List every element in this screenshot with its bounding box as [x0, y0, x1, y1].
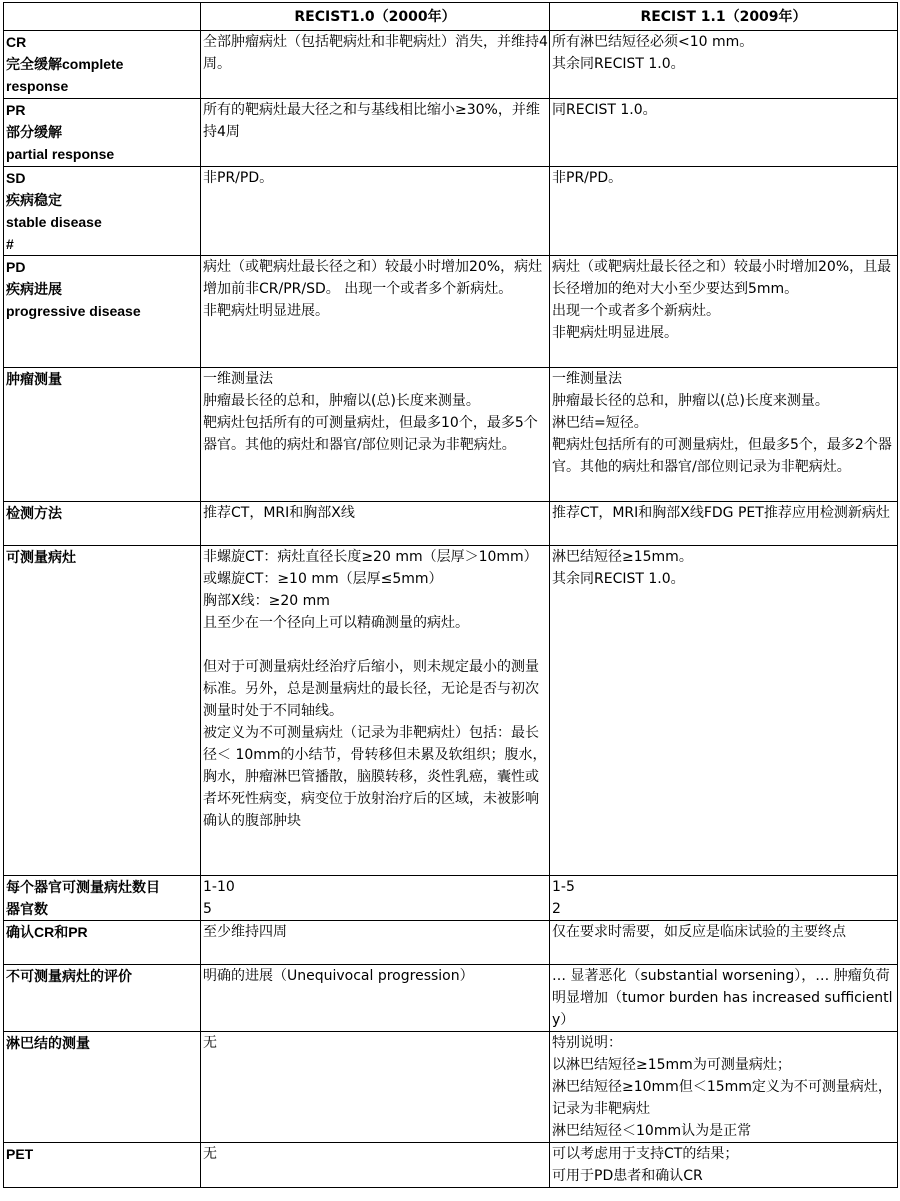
- recist-1-0-cell: [201, 99, 550, 167]
- recist-1-1-cell: [550, 256, 898, 368]
- header-blank-cell: [4, 3, 201, 31]
- table-row: [4, 502, 898, 546]
- cell-text-line: stable disease: [6, 214, 102, 230]
- table-row: [4, 256, 898, 368]
- cell-text-line: response: [6, 78, 69, 94]
- table-row: [4, 31, 898, 99]
- cell-text-line: 可测量病灶: [6, 549, 76, 565]
- row-label-cell: [4, 368, 201, 502]
- cell-text-line: 但对于可测量病灶经治疗后缩小，则未规定最小的测量标准。另外，总是测量病灶的最长径，无论是否与初次测量时处于不同轴线。: [203, 659, 539, 719]
- header-row: [4, 3, 898, 31]
- row-label-cell: [4, 99, 201, 167]
- table-row: [4, 546, 898, 876]
- cell-text-line: 部分缓解: [6, 124, 62, 140]
- cell-text-line: 疾病进展: [6, 281, 62, 297]
- cell-text-line: 非PR/PD。: [203, 170, 274, 186]
- recist-1-1-cell: [550, 167, 898, 256]
- row-label-cell: [4, 546, 201, 876]
- table-body: [4, 31, 898, 1188]
- recist-1-1-cell: [550, 502, 898, 546]
- recist-1-1-cell: [550, 99, 898, 167]
- cell-text-line: 可以考虑用于支持CT的结果；: [552, 1146, 739, 1162]
- cell-text-line: PD: [6, 259, 26, 275]
- cell-text-line: 全部肿瘤病灶（包括靶病灶和非靶病灶）消失，并维持4周。: [203, 34, 548, 72]
- cell-text-line: [203, 634, 548, 656]
- cell-text-line: 淋巴结短径≥15mm。: [552, 549, 693, 565]
- cell-text-line: 非靶病灶明显进展。: [203, 303, 329, 319]
- cell-text-line: 肿瘤最长径的总和，肿瘤以(总)长度来测量。: [203, 393, 480, 409]
- cell-text-line: CR: [6, 34, 27, 50]
- cell-text-line: 无: [203, 1035, 217, 1051]
- recist-1-0-cell: [201, 1143, 550, 1188]
- cell-text-line: progressive disease: [6, 303, 141, 319]
- row-label-cell: [4, 502, 201, 546]
- cell-text-line: 疾病稳定: [6, 192, 62, 208]
- cell-text-line: 靶病灶包括所有的可测量病灶，但最多10个，最多5个器官。其他的病灶和器官/部位则记录为非靶病灶。: [203, 415, 538, 453]
- cell-text-line: 淋巴结短径＜10mm认为是正常: [552, 1123, 752, 1139]
- table-row: [4, 1032, 898, 1143]
- header-recist-1-0: RECIST1.0（2000年）: [201, 3, 550, 31]
- recist-1-1-cell: [550, 876, 898, 921]
- cell-text-line: 明确的进展（Unequivocal progression）: [203, 968, 474, 984]
- recist-1-0-cell: [201, 167, 550, 256]
- header-recist-1-1: RECIST 1.1（2009年）: [550, 3, 898, 31]
- row-label-cell: [4, 31, 201, 99]
- cell-text-line: 所有的靶病灶最大径之和与基线相比缩小≥30%，并维持4周: [203, 102, 540, 140]
- row-label-cell: [4, 167, 201, 256]
- cell-text-line: 非PR/PD。: [552, 170, 623, 186]
- cell-text-line: 非靶病灶明显进展。: [552, 325, 678, 341]
- cell-text-line: 特别说明：: [552, 1035, 622, 1051]
- row-label-cell: [4, 921, 201, 965]
- cell-text-line: 每个器官可测量病灶数目: [6, 879, 160, 895]
- cell-text-line: 1-10: [203, 879, 235, 895]
- table-row: [4, 921, 898, 965]
- recist-1-0-cell: [201, 921, 550, 965]
- row-label-cell: [4, 1032, 201, 1143]
- cell-text-line: 推荐CT，MRI和胸部X线: [203, 505, 355, 521]
- table-row: [4, 167, 898, 256]
- table-row: [4, 368, 898, 502]
- cell-text-line: 淋巴结短径≥10mm但＜15mm定义为不可测量病灶，记录为非靶病灶: [552, 1079, 892, 1117]
- recist-1-1-cell: [550, 1032, 898, 1143]
- cell-text-line: 5: [203, 901, 212, 917]
- cell-text-line: 2: [552, 901, 561, 917]
- table-row: [4, 1143, 898, 1188]
- cell-text-line: 靶病灶包括所有的可测量病灶，但最多5个，最多2个器官。其他的病灶和器官/部位则记录为非靶病灶。: [552, 437, 892, 475]
- cell-text-line: partial response: [6, 146, 115, 162]
- cell-text-line: #: [6, 236, 14, 252]
- recist-comparison-table: [3, 2, 898, 1188]
- cell-text-line: 器官数: [6, 901, 48, 917]
- cell-text-line: 非螺旋CT：病灶直径长度≥20 mm（层厚＞10mm）: [203, 549, 538, 565]
- cell-text-line: 1-5: [552, 879, 575, 895]
- row-label-cell: [4, 1143, 201, 1188]
- table-row: [4, 965, 898, 1032]
- row-label-cell: [4, 876, 201, 921]
- cell-text-line: 可用于PD患者和确认CR: [552, 1168, 703, 1184]
- cell-text-line: 病灶（或靶病灶最长径之和）较最小时增加20%，病灶增加前非CR/PR/SD。 出现一个或者多个新病灶。: [203, 259, 543, 297]
- cell-text-line: 其余同RECIST 1.0。: [552, 56, 685, 72]
- cell-text-line: 一维测量法: [552, 371, 622, 387]
- recist-1-1-cell: [550, 965, 898, 1032]
- recist-1-0-cell: [201, 502, 550, 546]
- cell-text-line: 同RECIST 1.0。: [552, 102, 657, 118]
- recist-1-1-cell: [550, 1143, 898, 1188]
- cell-text-line: 肿瘤测量: [6, 371, 62, 387]
- cell-text-line: 且至少在一个径向上可以精确测量的病灶。: [203, 615, 469, 631]
- recist-1-0-cell: [201, 876, 550, 921]
- cell-text-line: 被定义为不可测量病灶（记录为非靶病灶）包括：最长径＜ 10mm的小结节，骨转移但未累及软组织；腹水，胸水，肿瘤淋巴管播散，脑膜转移，炎性乳癌，囊性或者坏死性病变，病变位于放射治疗后的区域，未被影响确认的腹部肿块: [203, 725, 547, 829]
- cell-text-line: 无: [203, 1146, 217, 1162]
- table-row: [4, 876, 898, 921]
- row-label-cell: [4, 965, 201, 1032]
- cell-text-line: … 显著恶化（substantial worsening），… 肿瘤负荷明显增加（tumor burden has increased sufficiently）: [552, 968, 893, 1028]
- recist-1-0-cell: [201, 368, 550, 502]
- cell-text-line: PR: [6, 102, 26, 118]
- cell-text-line: 淋巴结的测量: [6, 1035, 90, 1051]
- cell-text-line: SD: [6, 170, 26, 186]
- cell-text-line: 一维测量法: [203, 371, 273, 387]
- recist-1-0-cell: [201, 1032, 550, 1143]
- recist-1-1-cell: [550, 31, 898, 99]
- cell-text-line: 肿瘤最长径的总和，肿瘤以(总)长度来测量。: [552, 393, 829, 409]
- table-row: [4, 99, 898, 167]
- recist-1-1-cell: [550, 921, 898, 965]
- cell-text-line: PET: [6, 1146, 34, 1162]
- recist-1-0-cell: [201, 546, 550, 876]
- cell-text-line: 至少维持四周: [203, 924, 287, 940]
- recist-1-0-cell: [201, 31, 550, 99]
- cell-text-line: 病灶（或靶病灶最长径之和）较最小时增加20%，且最长径增加的绝对大小至少要达到5mm。: [552, 259, 892, 297]
- cell-text-line: 淋巴结=短径。: [552, 415, 648, 431]
- cell-text-line: 确认CR和PR: [6, 924, 88, 940]
- cell-text-line: 推荐CT，MRI和胸部X线FDG PET推荐应用检测新病灶: [552, 505, 890, 521]
- recist-1-0-cell: [201, 256, 550, 368]
- cell-text-line: 所有淋巴结短径必须<10 mm。: [552, 34, 754, 50]
- row-label-cell: [4, 256, 201, 368]
- cell-text-line: 仅在要求时需要，如反应是临床试验的主要终点: [552, 924, 846, 940]
- recist-1-0-cell: [201, 965, 550, 1032]
- recist-1-1-cell: [550, 546, 898, 876]
- cell-text-line: 其余同RECIST 1.0。: [552, 571, 685, 587]
- cell-text-line: 不可测量病灶的评价: [6, 968, 132, 984]
- cell-text-line: 检测方法: [6, 505, 62, 521]
- cell-text-line: 完全缓解complete: [6, 56, 124, 72]
- cell-text-line: 或螺旋CT：≥10 mm（层厚≤5mm）: [203, 571, 443, 587]
- cell-text-line: 胸部X线：≥20 mm: [203, 593, 330, 609]
- recist-1-1-cell: [550, 368, 898, 502]
- cell-text-line: 以淋巴结短径≥15mm为可测量病灶；: [552, 1057, 791, 1073]
- cell-text-line: 出现一个或者多个新病灶。: [552, 303, 720, 319]
